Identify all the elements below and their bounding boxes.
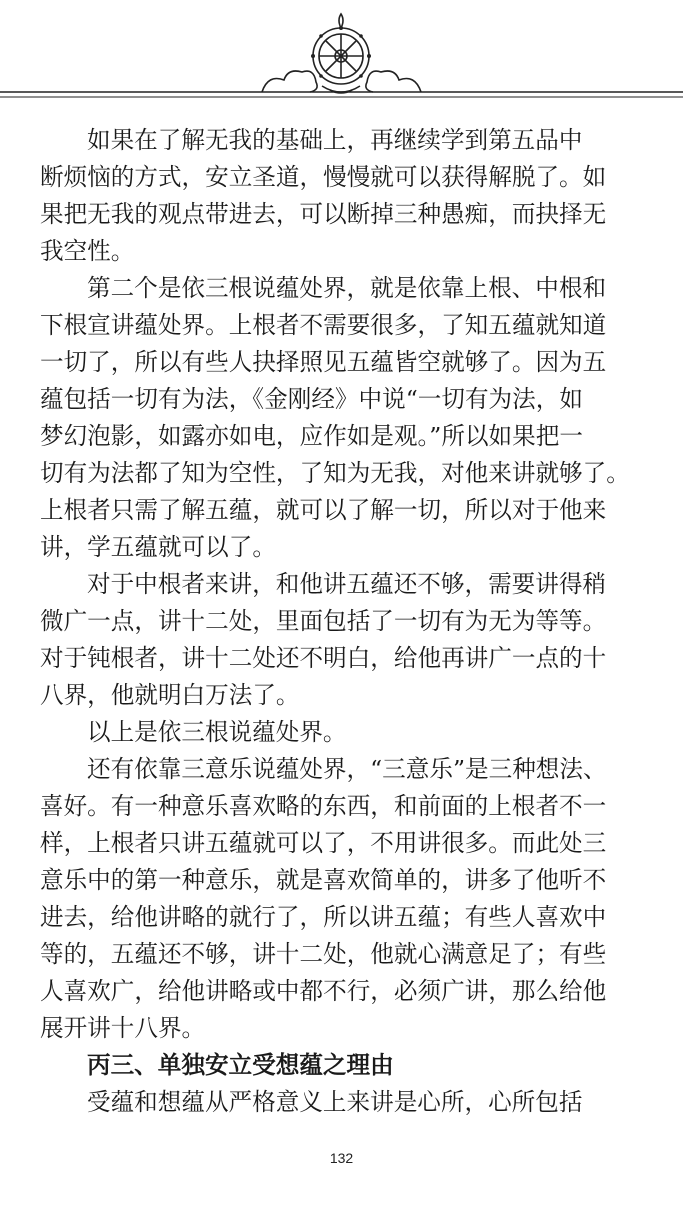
text-line: 等的，五蕴还不够，讲十二处，他就心满意足了；有些 — [40, 940, 607, 968]
text-line: 人喜欢广，给他讲略或中都不行，必须广讲，那么给他 — [40, 977, 607, 1005]
text-line: 展开讲十八界。 — [40, 1014, 206, 1042]
text-line: 蕴包括一切有为法，《金刚经》中说“一切有为法，如 — [40, 385, 583, 413]
text-line: 喜好。有一种意乐喜欢略的东西，和前面的上根者不一 — [40, 792, 607, 820]
text-line: 一切了，所以有些人抉择照见五蕴皆空就够了。因为五 — [40, 348, 607, 376]
text-line: 切有为法都了知为空性，了知为无我，对他来讲就够了。 — [40, 459, 630, 487]
text-line: 意乐中的第一种意乐，就是喜欢简单的，讲多了他听不 — [40, 866, 607, 894]
text-line: 以上是依三根说蕴处界。 — [87, 718, 347, 746]
text-line: 样，上根者只讲五蕴就可以了，不用讲很多。而此处三 — [40, 829, 607, 857]
text-line: 受蕴和想蕴从严格意义上来讲是心所，心所包括 — [87, 1088, 583, 1116]
text-line: 上根者只需了解五蕴，就可以了解一切，所以对于他来 — [40, 496, 607, 524]
text-line: 断烦恼的方式，安立圣道，慢慢就可以获得解脱了。如 — [40, 163, 607, 191]
main-text — [40, 122, 660, 1121]
text-line: 对于钝根者，讲十二处还不明白，给他再讲广一点的十 — [40, 644, 607, 672]
text-line: 讲，学五蕴就可以了。 — [40, 533, 276, 561]
text-line: 进去，给他讲略的就行了，所以讲五蕴；有些人喜欢中 — [40, 903, 607, 931]
text-line: 我空性。 — [40, 237, 135, 265]
text-line: 如果在了解无我的基础上，再继续学到第五品中 — [87, 126, 583, 154]
text-line: 梦幻泡影，如露亦如电，应作如是观。”所以如果把一 — [40, 422, 583, 450]
page-number: 132 — [329, 1150, 354, 1166]
text-line: 对于中根者来讲，和他讲五蕴还不够，需要讲得稍 — [87, 570, 607, 598]
dharma-wheel-header-ornament — [0, 0, 683, 110]
section-heading: 丙三、单独安立受想蕴之理由 — [87, 1051, 394, 1079]
text-line: 果把无我的观点带进去，可以断掉三种愚痴，而抉择无 — [40, 200, 607, 228]
text-line: 下根宣讲蕴处界。上根者不需要很多，了知五蕴就知道 — [40, 311, 607, 339]
text-line: 八界，他就明白万法了。 — [40, 681, 300, 709]
text-line: 第二个是依三根说蕴处界，就是依靠上根、中根和 — [87, 274, 607, 302]
text-line: 还有依靠三意乐说蕴处界，“三意乐”是三种想法、 — [87, 755, 607, 783]
text-line: 微广一点，讲十二处，里面包括了一切有为无为等等。 — [40, 607, 607, 635]
